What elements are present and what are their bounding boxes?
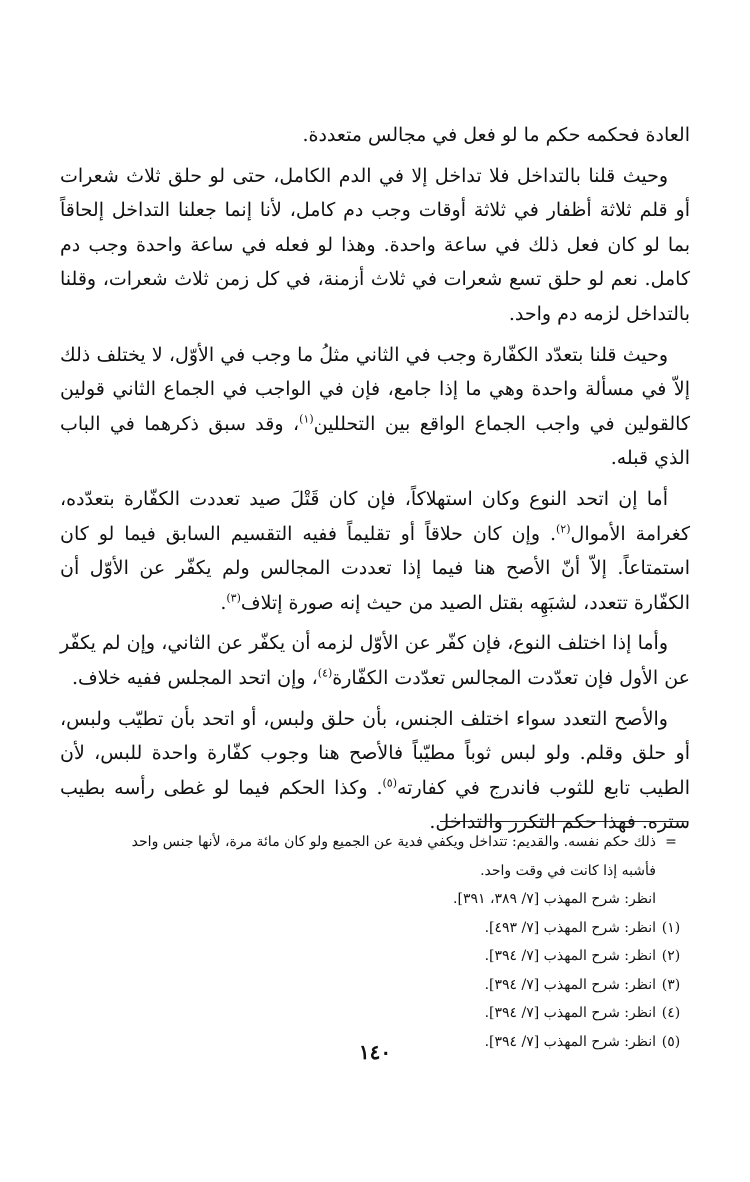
footnote-1 [60, 914, 686, 943]
footnote-2-mark: (٢) [661, 948, 681, 964]
footnote-ref-5: (٥) [382, 776, 397, 790]
paragraph-6 [60, 702, 690, 840]
footnote-ref-1: (١) [299, 412, 314, 426]
paragraph-6-text-a: والأصح التعدد سواء اختلف الجنس، بأن حلق ولبس، أو اتحد بأن تطيّب ولبس، أو حلق وقلم. ولو لبس ثوباً مطيّباً فالأصح هنا وجوب كفّارة واحدة للبس، لأن الطيب تابع للثوب فاندرج في كفارته [60, 707, 690, 799]
continuation-line-1: ذلك حكم نفسه. والقديم: تتداخل ويكفي فدية عن الجميع ولو كان مائة مرة، لأنها جنس واحد [131, 834, 656, 850]
page-number: ١٤٠ [358, 1040, 392, 1064]
main-text [60, 118, 690, 840]
continuation-line-3: انظر: شرح المهذب [٧/ ٣٨٩، ٣٩١]. [453, 891, 656, 907]
footnote-4 [60, 999, 686, 1028]
paragraph-6-text-b: . وكذا الحكم فيما لو غطى رأسه بطيب ستره. فهذا حكم التكرر والتداخل. [60, 776, 690, 834]
footnote-continuation [60, 828, 686, 857]
paragraph-3-text-a: وحيث قلنا بتعدّد الكفّارة وجب في الثاني مثلُ ما وجب في الأوّل، لا يختلف ذلك إلاّ في مسألة واحدة وهي ما إذا جامع، فإن في الواجب في الجماع الثاني قولين كالقولين في واجب الجماع الواقع بين التحللين [60, 343, 690, 435]
footnote-5-text: انظر: شرح المهذب [٧/ ٣٩٤]. [484, 1033, 656, 1050]
paragraph-5 [60, 626, 690, 695]
footnotes [60, 828, 686, 1056]
paragraph-4-text-b: . وإن كان حلاقاً أو تقليماً ففيه التقسيم السابق فيما لو كان استمتاعاً. إلاّ أنّ الأصح هنا فيما إذا تعددت المجالس ولم يكفّر عن الأوّل أن الكفّارة تتعدد، لشبَهِه بقتل الصيد من حيث إنه صورة إتلاف [60, 522, 690, 614]
footnote-ref-3: (٣) [226, 591, 241, 605]
paragraph-4 [60, 482, 690, 620]
paragraph-3 [60, 338, 690, 476]
footnote-divider [440, 821, 688, 822]
footnote-3-mark: (٣) [661, 976, 681, 993]
paragraph-2 [60, 159, 690, 332]
footnote-3-text: انظر: شرح المهذب [٧/ ٣٩٤]. [484, 976, 656, 993]
continuation-line-2: فأشبه إذا كانت في وقت واحد. [480, 862, 656, 879]
footnote-2 [60, 942, 686, 971]
footnote-4-text: انظر: شرح المهذب [٧/ ٣٩٤]. [484, 1005, 656, 1021]
footnote-1-text: انظر: شرح المهذب [٧/ ٤٩٣]. [484, 919, 656, 936]
paragraph-4-text-c: . [220, 591, 227, 614]
paragraph-5-text-a: وأما إذا اختلف النوع، فإن كفّر عن الأوّل لزمه أن يكفّر عن الثاني، وإن لم يكفّر عن الأول فإن تعدّدت المجالس تعدّدت الكفّارة [60, 632, 690, 689]
paragraph-2-text: وحيث قلنا بالتداخل فلا تداخل إلا في الدم الكامل، حتى لو حلق ثلاث شعرات أو قلم ثلاثة أظفار في ثلاثة أوقات وجب دم كامل، لأنا إنما جعلنا التداخل إلحاقاً بما لو كان فعل ذلك في ساعة واحدة. وهذا لو فعله في ساعة واحدة وجب دم كامل. نعم لو حلق تسع شعرات في ثلاث أزمنة، في كل زمن ثلاث شعرات، وقلنا بالتداخل لزمه دم واحد. [60, 164, 690, 325]
footnote-1-mark: (١) [661, 919, 681, 936]
footnote-2-text: انظر: شرح المهذب [٧/ ٣٩٤]. [484, 948, 656, 964]
footnote-4-mark: (٤) [661, 1005, 681, 1021]
paragraph-1-text: العادة فحكمه حكم ما لو فعل في مجالس متعددة. [302, 124, 690, 146]
paragraph-1 [60, 118, 690, 153]
paragraph-5-text-b: ، وإن اتحد المجلس ففيه خلاف. [71, 666, 318, 689]
continuation-mark: = [665, 834, 677, 850]
paragraph-4-text-a: أما إن اتحد النوع وكان استهلاكاً، فإن كان قَتْلَ صيد تعددت الكفّارة بتعدّده، كغرامة الأموال [60, 487, 690, 545]
paragraph-3-text-b: ، وقد سبق ذكرهما في الباب الذي قبله. [60, 412, 690, 470]
footnote-3 [60, 971, 686, 1000]
footnote-ref-4: (٤) [317, 666, 333, 680]
footnote-5-mark: (٥) [661, 1033, 681, 1050]
footnote-ref-2: (٢) [556, 522, 571, 536]
